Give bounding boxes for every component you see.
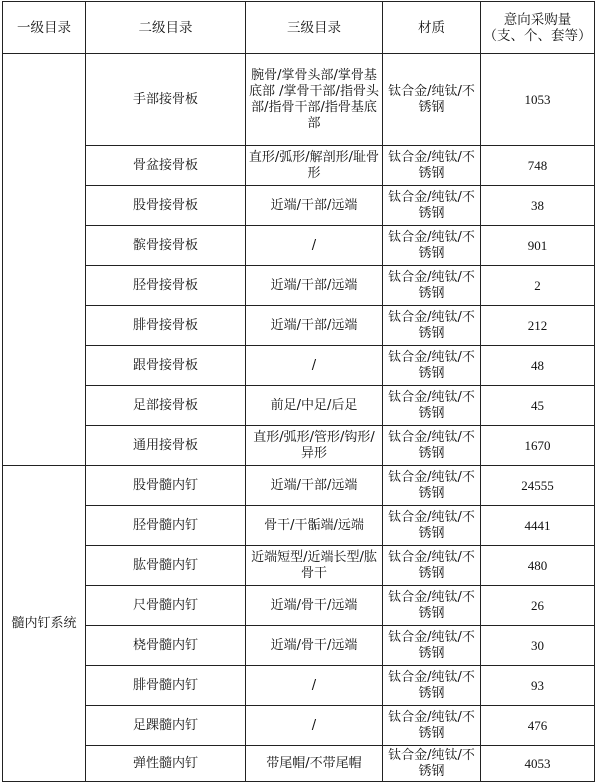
table-row <box>3 266 595 306</box>
quantity-cell: 45 <box>481 386 595 426</box>
material-cell: 钛合金/纯钛/不锈钢 <box>383 546 481 586</box>
table-row <box>3 666 595 706</box>
level2-cell: 桡骨髓内钉 <box>86 626 246 666</box>
level2-cell: 足踝髓内钉 <box>86 706 246 746</box>
material-cell: 钛合金/纯钛/不锈钢 <box>383 54 481 146</box>
quantity-cell: 212 <box>481 306 595 346</box>
level2-cell: 弹性髓内钉 <box>86 746 246 782</box>
level3-cell: 骨干/干骺端/远端 <box>246 506 383 546</box>
quantity-cell: 38 <box>481 186 595 226</box>
quantity-cell: 30 <box>481 626 595 666</box>
table-row <box>3 466 595 506</box>
quantity-cell: 4441 <box>481 506 595 546</box>
table-row <box>3 426 595 466</box>
quantity-cell: 2 <box>481 266 595 306</box>
material-cell: 钛合金/纯钛/不锈钢 <box>383 626 481 666</box>
header-quantity-line1: 意向采购量 <box>503 11 572 28</box>
level2-cell: 骨盆接骨板 <box>86 146 246 186</box>
level3-cell: / <box>246 346 383 386</box>
quantity-cell: 24555 <box>481 466 595 506</box>
quantity-cell: 1053 <box>481 54 595 146</box>
quantity-cell: 93 <box>481 666 595 706</box>
level3-cell: 近端/骨干/远端 <box>246 626 383 666</box>
level2-cell: 通用接骨板 <box>86 426 246 466</box>
material-cell: 钛合金/纯钛/不锈钢 <box>383 386 481 426</box>
material-cell: 钛合金/纯钛/不锈钢 <box>383 346 481 386</box>
material-cell: 钛合金/纯钛/不锈钢 <box>383 746 481 782</box>
quantity-cell: 748 <box>481 146 595 186</box>
header-level1: 一级目录 <box>3 2 86 54</box>
material-cell: 钛合金/纯钛/不锈钢 <box>383 506 481 546</box>
level3-cell: 近端/骨干/远端 <box>246 586 383 626</box>
level1-cell <box>3 54 86 466</box>
material-cell: 钛合金/纯钛/不锈钢 <box>383 306 481 346</box>
table-row <box>3 186 595 226</box>
level2-cell: 足部接骨板 <box>86 386 246 426</box>
level2-cell: 股骨接骨板 <box>86 186 246 226</box>
level3-cell: 直形/弧形/管形/钩形/异形 <box>246 426 383 466</box>
header-quantity-line2: （支、个、套等） <box>483 27 592 44</box>
material-cell: 钛合金/纯钛/不锈钢 <box>383 426 481 466</box>
quantity-cell: 480 <box>481 546 595 586</box>
quantity-cell: 901 <box>481 226 595 266</box>
level3-cell: 近端/干部/远端 <box>246 266 383 306</box>
table-row <box>3 706 595 746</box>
level3-cell: 近端短型/近端长型/肱骨干 <box>246 546 383 586</box>
quantity-cell: 26 <box>481 586 595 626</box>
level2-cell: 肱骨髓内钉 <box>86 546 246 586</box>
level2-cell: 尺骨髓内钉 <box>86 586 246 626</box>
table-row <box>3 506 595 546</box>
level2-cell: 胫骨接骨板 <box>86 266 246 306</box>
level3-cell: / <box>246 706 383 746</box>
material-cell: 钛合金/纯钛/不锈钢 <box>383 186 481 226</box>
level3-cell: / <box>246 666 383 706</box>
level1-cell: 髓内钉系统 <box>3 466 86 782</box>
level2-cell: 髌骨接骨板 <box>86 226 246 266</box>
material-cell: 钛合金/纯钛/不锈钢 <box>383 666 481 706</box>
header-material: 材质 <box>383 2 481 54</box>
level2-cell: 腓骨接骨板 <box>86 306 246 346</box>
material-cell: 钛合金/纯钛/不锈钢 <box>383 146 481 186</box>
material-cell: 钛合金/纯钛/不锈钢 <box>383 466 481 506</box>
table-row <box>3 746 595 782</box>
level3-cell: 直形/弧形/解剖形/耻骨形 <box>246 146 383 186</box>
level3-cell: 近端/干部/远端 <box>246 306 383 346</box>
table-body <box>3 54 595 782</box>
procurement-table <box>2 1 595 782</box>
quantity-cell: 4053 <box>481 746 595 782</box>
material-cell: 钛合金/纯钛/不锈钢 <box>383 266 481 306</box>
table-row <box>3 386 595 426</box>
level3-cell: 近端/干部/远端 <box>246 466 383 506</box>
level2-cell: 股骨髓内钉 <box>86 466 246 506</box>
table-row <box>3 546 595 586</box>
level3-cell: 带尾帽/不带尾帽 <box>246 746 383 782</box>
level2-cell: 手部接骨板 <box>86 54 246 146</box>
level2-cell: 胫骨髓内钉 <box>86 506 246 546</box>
table-row <box>3 306 595 346</box>
quantity-cell: 476 <box>481 706 595 746</box>
quantity-cell: 48 <box>481 346 595 386</box>
header-level3: 三级目录 <box>246 2 383 54</box>
quantity-cell: 1670 <box>481 426 595 466</box>
level3-cell: 前足/中足/后足 <box>246 386 383 426</box>
material-cell: 钛合金/纯钛/不锈钢 <box>383 226 481 266</box>
header-level2: 二级目录 <box>86 2 246 54</box>
header-row <box>3 2 595 54</box>
level3-cell: 近端/干部/远端 <box>246 186 383 226</box>
table-row <box>3 626 595 666</box>
material-cell: 钛合金/纯钛/不锈钢 <box>383 706 481 746</box>
table-row <box>3 226 595 266</box>
table-row <box>3 54 595 146</box>
table-row <box>3 586 595 626</box>
level2-cell: 腓骨髓内钉 <box>86 666 246 706</box>
level2-cell: 跟骨接骨板 <box>86 346 246 386</box>
header-quantity <box>481 2 595 54</box>
table-row <box>3 146 595 186</box>
material-cell: 钛合金/纯钛/不锈钢 <box>383 586 481 626</box>
table-row <box>3 346 595 386</box>
level3-cell: 腕骨/掌骨头部/掌骨基底部 /掌骨干部/指骨头部/指骨干部/指骨基底部 <box>246 54 383 146</box>
level3-cell: / <box>246 226 383 266</box>
